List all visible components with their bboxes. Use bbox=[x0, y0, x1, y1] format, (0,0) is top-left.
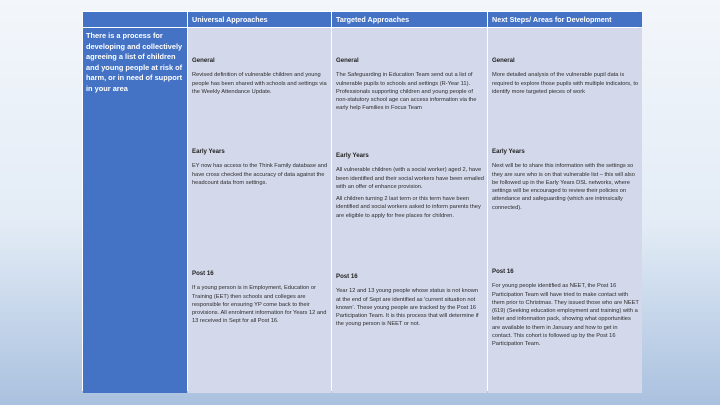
targeted-early-years-section bbox=[336, 152, 484, 224]
next-steps-general-section bbox=[492, 57, 639, 100]
approaches-table bbox=[82, 11, 638, 391]
universal-post16-title: Post 16 bbox=[192, 270, 214, 277]
targeted-early-years-text-1: All vulnerable children (with a social worker) aged 2, have been identified and their social workers have been emailed with an offer of enhance provision. bbox=[336, 167, 484, 190]
next-steps-post16-title: Post 16 bbox=[492, 268, 514, 275]
universal-general-section bbox=[192, 57, 328, 100]
targeted-post16-text: Year 12 and 13 young people whose status is not known at the end of Sept are identified as 'current situation not known'. These young people are tracked by the Post 16 Participation Team. It is this process that will determine if the young person is NEET or not. bbox=[336, 288, 479, 328]
targeted-post16-section bbox=[336, 273, 484, 333]
next-steps-cell bbox=[488, 28, 642, 393]
universal-approaches-cell bbox=[188, 28, 331, 393]
header-corner-cell bbox=[83, 12, 187, 27]
universal-general-title: General bbox=[192, 57, 215, 64]
next-steps-early-years-text: Next will be to share this information with the settings so they are sure who is on that vulnerable list – this will also be followed up in the Early Years DSL networks, where settings will be encouraged to review their policies on attendance and safeguarding (which are intrinsically connected). bbox=[492, 163, 635, 211]
universal-early-years-text: EY now has access to the Think Family database and have cross checked the accuracy of data against the headcount data from settings. bbox=[192, 163, 328, 186]
header-next-steps: Next Steps/ Areas for Development bbox=[488, 12, 642, 27]
header-targeted-approaches: Targeted Approaches bbox=[332, 12, 487, 27]
universal-early-years-title: Early Years bbox=[192, 148, 225, 155]
targeted-post16-title: Post 16 bbox=[336, 273, 358, 280]
universal-early-years-section bbox=[192, 148, 328, 191]
universal-post16-section bbox=[192, 270, 328, 330]
targeted-approaches-cell bbox=[332, 28, 487, 393]
next-steps-early-years-section bbox=[492, 148, 639, 216]
universal-general-text: Revised definition of vulnerable children and young people has been shared with schools and settings via the Weekly Attendance Update. bbox=[192, 72, 327, 95]
next-steps-general-text: More detailed analysis of the vulnerable pupil data is required to explore those pupils with multiple indicators, to identify more targeted pieces of work bbox=[492, 72, 639, 95]
next-steps-general-title: General bbox=[492, 57, 515, 64]
next-steps-post16-section bbox=[492, 268, 639, 353]
targeted-general-title: General bbox=[336, 57, 359, 64]
next-steps-post16-text: For young people identified as NEET, the Post 16 Participation Team will have tried to make contact with them prior to Christmas. They issued those who are NEET (619) (Seeking education employment and training) with a letter and information pack, showing what opportunities are available to them in January and how to get in contact. This cohort is followed up by the Post 16 Participation Team. bbox=[492, 283, 639, 348]
header-universal-approaches: Universal Approaches bbox=[188, 12, 331, 27]
targeted-early-years-text-2: All children turning 2 last term or this term have been identified and social workers asked to inform parents they are eligible to apply for free places for children. bbox=[336, 196, 481, 219]
row-header-process: There is a process for developing and collectively agreeing a list of children and young people at risk of harm, or in need of support in your area bbox=[83, 28, 187, 393]
universal-post16-text: If a young person is in Employment, Education or Training (EET) then schools and colleges are responsible for ensuring YP come back to their provisions. All enrolment information for Years 12 and 13 received in Sept for all Post 16. bbox=[192, 285, 327, 325]
targeted-general-section bbox=[336, 57, 484, 117]
next-steps-early-years-title: Early Years bbox=[492, 148, 525, 155]
targeted-general-text: The Safeguarding in Education Team send out a list of vulnerable pupils to schools and settings (R-Year 11). Professionals supporting children and young people of non-statutory school age can access information via the early help Families in Focus Team bbox=[336, 72, 477, 112]
targeted-early-years-title: Early Years bbox=[336, 152, 369, 159]
